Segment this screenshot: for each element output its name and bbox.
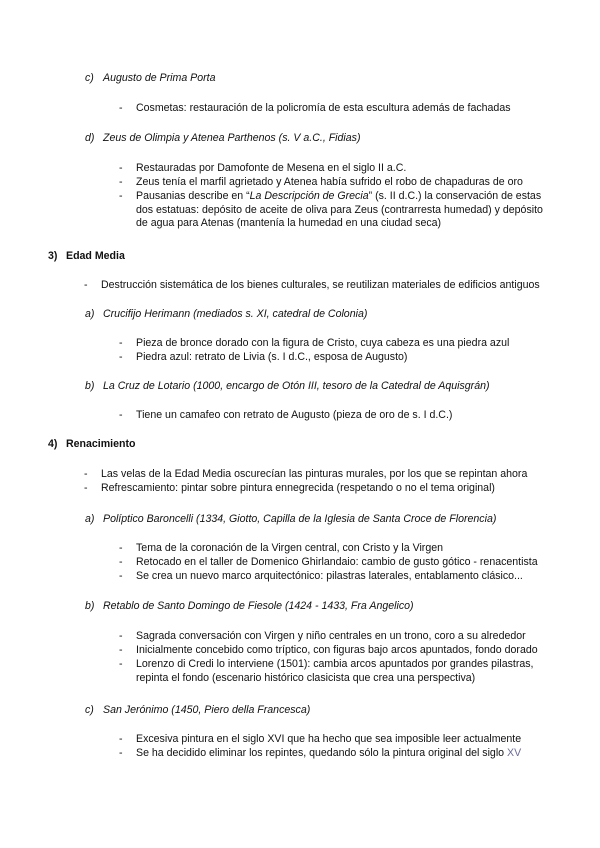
list-item: Destrucción sistemática de los bienes culturales, se reutilizan materiales de edificios antiguos xyxy=(101,279,540,291)
list-item: Tiene un camafeo con retrato de Augusto (pieza de oro de s. I d.C.) xyxy=(136,409,453,421)
bullet-dash: - xyxy=(119,733,123,745)
bullet-dash: - xyxy=(119,542,123,554)
section-number: 3) xyxy=(48,250,58,262)
subsection-title: Zeus de Olimpia y Atenea Parthenos (s. V a.C., Fidias) xyxy=(103,132,361,144)
bullet-dash: - xyxy=(119,351,123,363)
list-item-wrapped xyxy=(136,190,556,231)
bullet-dash: - xyxy=(119,409,123,421)
list-item: Refrescamiento: pintar sobre pintura ennegrecida (respetando o no el tema original) xyxy=(101,482,495,494)
list-item-wrapped: Lorenzo di Credi lo interviene (1501): cambia arcos apuntados por grandes pilastras, repinta el fondo (escenario histórico clasicista que crea una perspectiva) xyxy=(136,658,534,684)
section-number: 4) xyxy=(48,438,58,450)
subsection-title: San Jerónimo (1450, Piero della Francesca) xyxy=(103,704,311,716)
century-accent: XV xyxy=(507,747,522,759)
text-run: Se ha decidido eliminar los repintes, quedando sólo la pintura original del siglo xyxy=(136,747,508,759)
book-title: La Descripción de Grecia xyxy=(249,190,369,202)
list-item: Cosmetas: restauración de la policromía de esta escultura además de fachadas xyxy=(136,102,511,114)
list-item: Restauradas por Damofonte de Mesena en el siglo II a.C. xyxy=(136,162,407,174)
bullet-dash: - xyxy=(119,102,123,114)
bullet-dash: - xyxy=(119,630,123,642)
section-heading: Edad Media xyxy=(66,250,125,262)
bullet-dash: - xyxy=(119,644,123,656)
bullet-dash: - xyxy=(84,279,88,291)
subsection-title: La Cruz de Lotario (1000, encargo de Otón III, tesoro de la Catedral de Aquisgrán) xyxy=(103,380,490,392)
bullet-dash: - xyxy=(119,190,123,202)
list-item: Retocado en el taller de Domenico Ghirlandaio: cambio de gusto gótico - renacentista xyxy=(136,556,538,568)
bullet-dash: - xyxy=(119,337,123,349)
list-marker: d) xyxy=(85,132,95,144)
list-item: Piedra azul: retrato de Livia (s. I d.C., esposa de Augusto) xyxy=(136,351,408,363)
list-marker: b) xyxy=(85,380,95,392)
subsection-title: Crucifijo Herimann (mediados s. XI, catedral de Colonia) xyxy=(103,308,368,320)
list-marker: c) xyxy=(85,704,94,716)
subsection-title: Augusto de Prima Porta xyxy=(103,72,216,84)
bullet-dash: - xyxy=(84,482,88,494)
bullet-dash: - xyxy=(119,747,123,759)
list-item: Sagrada conversación con Virgen y niño centrales en un trono, coro a su alrededor xyxy=(136,630,526,642)
section-heading: Renacimiento xyxy=(66,438,136,450)
list-item: Tema de la coronación de la Virgen central, con Cristo y la Virgen xyxy=(136,542,443,554)
list-item: Excesiva pintura en el siglo XVI que ha hecho que sea imposible leer actualmente xyxy=(136,733,522,745)
list-item xyxy=(136,747,521,760)
list-marker: a) xyxy=(85,513,95,525)
bullet-dash: - xyxy=(84,468,88,480)
subsection-title: Políptico Baroncelli (1334, Giotto, Capilla de la Iglesia de Santa Croce de Florencia) xyxy=(103,513,497,525)
list-item: Las velas de la Edad Media oscurecían las pinturas murales, por los que se repintan ahora xyxy=(101,468,528,480)
bullet-dash: - xyxy=(119,658,123,670)
list-item: Pieza de bronce dorado con la figura de Cristo, cuya cabeza es una piedra azul xyxy=(136,337,510,349)
list-item: Inicialmente concebido como tríptico, con figuras bajo arcos apuntados, fondo dorado xyxy=(136,644,538,656)
bullet-dash: - xyxy=(119,176,123,188)
list-item: Se crea un nuevo marco arquitectónico: pilastras laterales, entablamento clásico... xyxy=(136,570,523,582)
subsection-title: Retablo de Santo Domingo de Fiesole (1424 - 1433, Fra Angelico) xyxy=(103,600,414,612)
bullet-dash: - xyxy=(119,556,123,568)
list-marker: a) xyxy=(85,308,95,320)
text-run: Pausanias describe en “ xyxy=(136,190,250,202)
list-marker: c) xyxy=(85,72,94,84)
bullet-dash: - xyxy=(119,162,123,174)
text-run: ” (s. II d.C.) la conservación de estas dos estatuas: depósito de aceite de oliva para Zeus (contrarresta humedad) y depósito de agua para Atenas (mantenía la humedad en una ciudad seca) xyxy=(136,190,543,230)
list-marker: b) xyxy=(85,600,95,612)
list-item: Zeus tenía el marfil agrietado y Atenea había sufrido el robo de chapaduras de oro xyxy=(136,176,523,188)
bullet-dash: - xyxy=(119,570,123,582)
